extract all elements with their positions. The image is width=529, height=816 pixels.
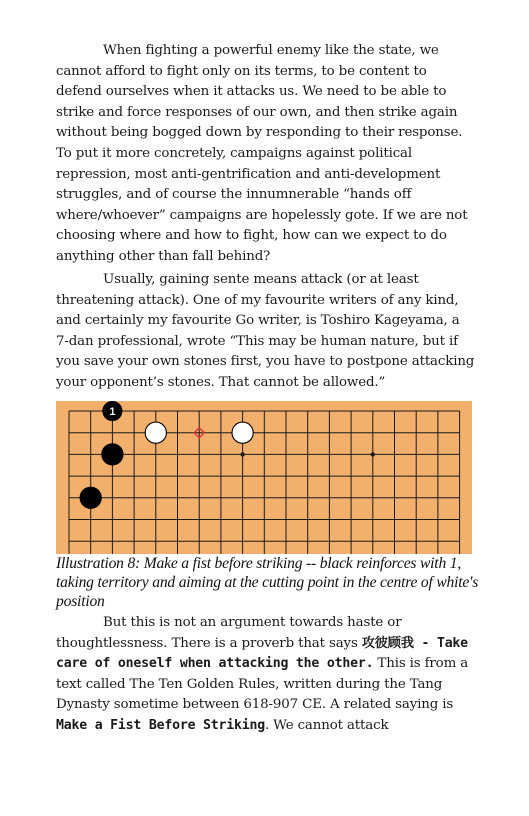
white-stone	[145, 422, 166, 443]
paragraph-sente-attack	[56, 270, 476, 394]
paragraph-state-strategy	[56, 41, 476, 268]
paragraph-text: When fighting a powerful enemy like the state, we cannot afford to fight only on its terms, to be content to defend ourselves when it attacks us. We need to be able to strike and force responses of our own, and then strike again without being bogged down by responding to their response. To put it more concretely, campaigns against political repression, most anti-gentrification and anti-development struggles, and of course the innumnerable “hands off where/whoever” campaigns are hopelessly gote. If we are not choosing where and how to fight, how can we expect to do anything other than fall behind?	[56, 43, 468, 264]
proverb-text: 攻彼顾我 - Take care of oneself when attacking the other.	[56, 635, 468, 672]
go-board-diagram	[56, 401, 472, 554]
stone-move-number: 1	[109, 406, 116, 419]
illustration-caption: Illustration 8: Make a fist before striking -- black reinforces with 1, taking territory and aiming at the cutting point in the centre of white's position	[56, 555, 479, 610]
saying-text: Make a Fist Before Striking	[56, 717, 265, 733]
white-stone	[232, 422, 253, 443]
star-point	[371, 452, 375, 456]
paragraph-text: Usually, gaining sente means attack (or at least threatening attack). One of my favourite writers of any kind, and certainly my favourite Go writer, is Toshiro Kageyama, a 7-dan professional, wrote “This may be human nature, but if you save your own stones first, you have to postpone attacking your opponent’s stones. That cannot be allowed.”	[56, 272, 475, 390]
star-point	[240, 452, 244, 456]
black-stone	[102, 444, 123, 465]
black-stone	[80, 487, 101, 508]
paragraph-text-part3: . We cannot attack	[264, 717, 389, 733]
paragraph-proverb	[56, 613, 476, 737]
paragraph-text-part1: But this is not an argument towards haste or thoughtlessness. There is a proverb that says	[56, 615, 402, 651]
paragraph-text-part2: This is from a text called The Ten Golden Rules, written during the Tang Dynasty sometime between 618-907 CE. A related saying is	[56, 656, 469, 713]
